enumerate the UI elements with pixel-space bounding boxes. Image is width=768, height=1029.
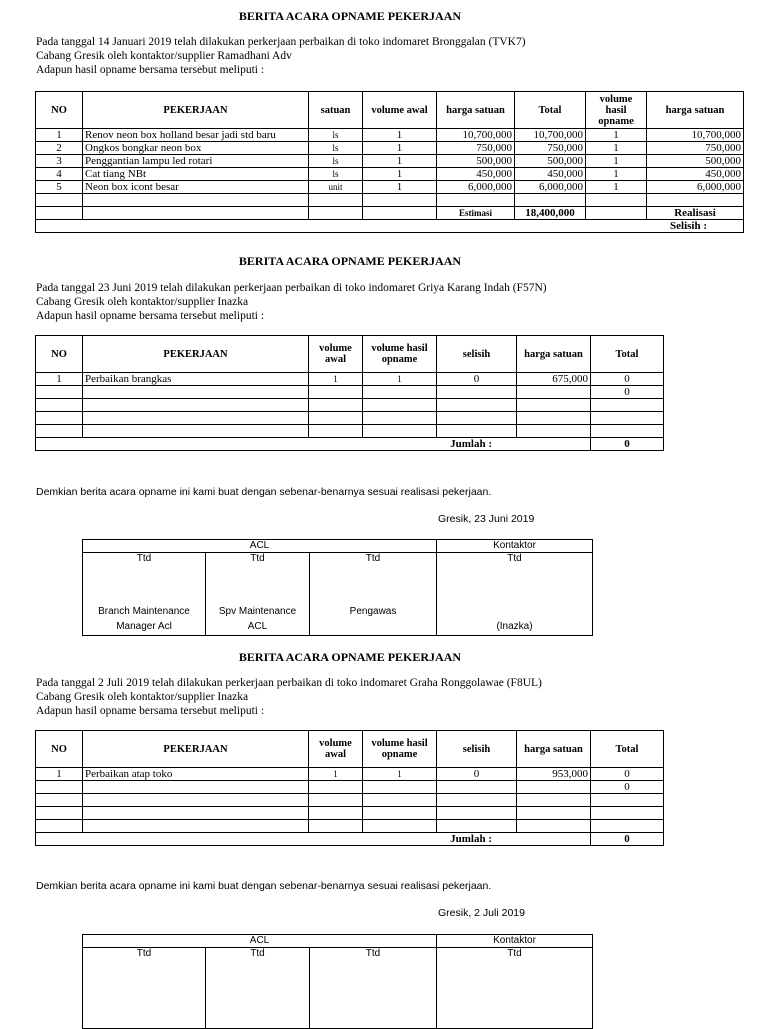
empty-cell	[363, 781, 437, 794]
header-cell: satuan	[309, 92, 363, 129]
ttd-label: Ttd	[250, 948, 265, 959]
empty-cell	[36, 399, 83, 412]
cell-selisih: 0	[437, 373, 517, 386]
signature-box	[83, 948, 206, 1029]
cell-total: 0	[591, 768, 664, 781]
signatory-title: Manager Acl	[116, 621, 172, 632]
signature-box	[310, 948, 437, 1029]
section3-intro-line2: Cabang Gresik oleh kontaktor/supplier Inazka	[36, 691, 249, 703]
header-cell: volume awal	[363, 92, 437, 129]
signature-box	[206, 948, 310, 1029]
signatory-title: (Inazka)	[496, 621, 533, 632]
cell-pekerjaan: Cat tiang NBt	[83, 168, 309, 181]
selisih-label: Selisih :	[36, 220, 744, 233]
section1-intro-line3: Adapun hasil opname bersama tersebut meliputi :	[36, 64, 265, 76]
cell-no: 3	[36, 155, 83, 168]
table-row	[36, 181, 744, 194]
cell-pekerjaan: Neon box icont besar	[83, 181, 309, 194]
section3-place-date: Gresik, 2 Juli 2019	[438, 907, 525, 919]
table-row	[36, 820, 664, 833]
section1-intro-line1: Pada tanggal 14 Januari 2019 telah dilakukan perkerjaan perbaikan di toko indomaret Bronggalan (TVK7)	[36, 36, 526, 48]
section3-table	[35, 730, 664, 846]
table-row-estimasi	[36, 207, 744, 220]
empty-cell	[363, 412, 437, 425]
table-row	[36, 768, 664, 781]
empty-cell	[517, 425, 591, 438]
table-row	[36, 807, 664, 820]
empty-cell	[36, 207, 83, 220]
empty-cell	[83, 399, 309, 412]
header-cell: NO	[36, 336, 83, 373]
header-cell: harga satuan	[517, 731, 591, 768]
header-cell: volume hasil opname	[363, 336, 437, 373]
empty-cell	[83, 425, 309, 438]
table-row	[36, 142, 744, 155]
empty-cell	[309, 194, 363, 207]
table-row-selisih	[36, 220, 744, 233]
empty-cell	[586, 207, 647, 220]
empty-cell	[83, 207, 309, 220]
cell-total: 0	[591, 386, 664, 399]
section2-title: BERITA ACARA OPNAME PEKERJAAN	[238, 254, 462, 268]
cell-volume-awal: 1	[363, 168, 437, 181]
header-cell: PEKERJAAN	[83, 92, 309, 129]
table-row	[36, 781, 664, 794]
empty-cell	[437, 807, 517, 820]
empty-cell	[515, 194, 586, 207]
section1-title: BERITA ACARA OPNAME PEKERJAAN	[238, 9, 462, 23]
cell-satuan: ls	[309, 168, 363, 181]
empty-cell	[363, 386, 437, 399]
cell-harga-satuan: 450,000	[437, 168, 515, 181]
signatory-title: Branch Maintenance	[98, 606, 190, 617]
signature-box	[437, 553, 593, 636]
cell-harga-satuan: 6,000,000	[437, 181, 515, 194]
empty-cell	[437, 399, 517, 412]
section3-table-header	[36, 731, 664, 768]
cell-volume-hasil: 1	[363, 373, 437, 386]
section3-intro-line3: Adapun hasil opname bersama tersebut meliputi :	[36, 705, 265, 717]
empty-cell	[591, 794, 664, 807]
header-cell: NO	[36, 92, 83, 129]
empty-cell	[36, 807, 83, 820]
empty-cell	[36, 794, 83, 807]
signature-box	[206, 553, 310, 636]
empty-cell	[309, 399, 363, 412]
empty-cell	[517, 412, 591, 425]
empty-cell	[36, 820, 83, 833]
cell-no: 5	[36, 181, 83, 194]
empty-cell	[363, 425, 437, 438]
empty-cell	[36, 781, 83, 794]
cell-volume-hasil: 1	[586, 168, 647, 181]
empty-cell	[437, 781, 517, 794]
empty-cell	[647, 194, 744, 207]
estimasi-value: 18,400,000	[515, 207, 586, 220]
signatory-title: Pengawas	[349, 606, 397, 617]
cell-volume-hasil: 1	[586, 155, 647, 168]
section2-intro-line3: Adapun hasil opname bersama tersebut meliputi :	[36, 310, 265, 322]
ttd-label: Ttd	[365, 553, 381, 564]
table-row	[36, 155, 744, 168]
ttd-label: Ttd	[507, 553, 522, 564]
section2-closing: Demkian berita acara opname ini kami buat dengan sebenar-benarnya sesuai realisasi pekerjaan.	[36, 486, 492, 498]
empty-cell	[437, 412, 517, 425]
table-row	[36, 425, 664, 438]
cell-no: 4	[36, 168, 83, 181]
acl-label: ACL	[83, 935, 437, 948]
table-row	[36, 129, 744, 142]
cell-pekerjaan: Ongkos bongkar neon box	[83, 142, 309, 155]
cell-pekerjaan: Perbaikan brangkas	[83, 373, 309, 386]
empty-cell	[363, 794, 437, 807]
header-cell: harga satuan	[647, 92, 744, 129]
cell-no: 1	[36, 373, 83, 386]
signatory-title: ACL	[247, 621, 268, 632]
empty-cell	[437, 820, 517, 833]
cell-volume-hasil: 1	[586, 142, 647, 155]
cell-volume-awal: 1	[309, 768, 363, 781]
empty-cell	[591, 412, 664, 425]
realisasi-label: Realisasi	[647, 207, 744, 220]
kontraktor-label: Kontaktor	[437, 540, 593, 553]
empty-cell	[309, 794, 363, 807]
cell-total: 6,000,000	[515, 181, 586, 194]
empty-cell	[309, 807, 363, 820]
section3-intro-line1: Pada tanggal 2 Juli 2019 telah dilakukan perkerjaan perbaikan di toko indomaret Graha Ronggolawae (F8UL)	[36, 677, 542, 689]
section2-signature-table	[82, 539, 593, 636]
empty-cell	[36, 194, 83, 207]
section2-table-header	[36, 336, 664, 373]
empty-cell	[437, 425, 517, 438]
empty-cell	[83, 807, 309, 820]
cell-no: 2	[36, 142, 83, 155]
cell-total: 500,000	[515, 155, 586, 168]
header-cell: volume hasil opname	[586, 92, 647, 129]
empty-cell	[36, 386, 83, 399]
empty-cell	[517, 794, 591, 807]
header-cell: volume awal	[309, 731, 363, 768]
empty-cell	[591, 425, 664, 438]
empty-cell	[437, 386, 517, 399]
section2-place-date: Gresik, 23 Juni 2019	[438, 513, 535, 525]
empty-cell	[517, 820, 591, 833]
header-cell: Total	[515, 92, 586, 129]
empty-cell	[309, 425, 363, 438]
cell-satuan: unit	[309, 181, 363, 194]
jumlah-value: 0	[591, 833, 664, 846]
header-cell: harga satuan	[437, 92, 515, 129]
ttd-label: Ttd	[136, 948, 152, 959]
empty-cell	[83, 781, 309, 794]
jumlah-label: Jumlah :	[36, 833, 591, 846]
empty-cell	[517, 781, 591, 794]
empty-cell	[517, 807, 591, 820]
empty-cell	[36, 412, 83, 425]
cell-volume-awal: 1	[363, 142, 437, 155]
cell-no: 1	[36, 768, 83, 781]
empty-cell	[363, 399, 437, 412]
cell-harga-satuan-2: 450,000	[647, 168, 744, 181]
signature-box	[310, 553, 437, 636]
empty-cell	[437, 794, 517, 807]
empty-cell	[437, 194, 515, 207]
table-row	[36, 412, 664, 425]
cell-volume-awal: 1	[363, 155, 437, 168]
empty-cell	[83, 386, 309, 399]
cell-pekerjaan: Renov neon box holland besar jadi std baru	[83, 129, 309, 142]
cell-selisih: 0	[437, 768, 517, 781]
cell-pekerjaan: Penggantian lampu led rotari	[83, 155, 309, 168]
signature-box	[83, 553, 206, 636]
ttd-label: Ttd	[250, 553, 265, 564]
signature-box	[437, 948, 593, 1029]
header-cell: PEKERJAAN	[83, 336, 309, 373]
section1-intro-line2: Cabang Gresik oleh kontaktor/supplier Ramadhani Adv	[36, 50, 292, 62]
kontraktor-label: Kontaktor	[437, 935, 593, 948]
empty-cell	[363, 194, 437, 207]
empty-cell	[309, 386, 363, 399]
section1-table-header	[36, 92, 744, 129]
jumlah-label: Jumlah :	[36, 438, 591, 451]
empty-cell	[517, 386, 591, 399]
table-row-jumlah	[36, 438, 664, 451]
header-cell: PEKERJAAN	[83, 731, 309, 768]
cell-harga-satuan: 10,700,000	[437, 129, 515, 142]
cell-harga-satuan: 675,000	[517, 373, 591, 386]
empty-cell	[309, 412, 363, 425]
empty-cell	[83, 820, 309, 833]
empty-cell	[586, 194, 647, 207]
empty-cell	[363, 807, 437, 820]
header-cell: volume awal	[309, 336, 363, 373]
cell-harga-satuan-2: 750,000	[647, 142, 744, 155]
cell-harga-satuan-2: 6,000,000	[647, 181, 744, 194]
ttd-label: Ttd	[365, 948, 381, 959]
header-cell: Total	[591, 731, 664, 768]
cell-volume-hasil: 1	[363, 768, 437, 781]
cell-volume-awal: 1	[363, 129, 437, 142]
empty-cell	[309, 820, 363, 833]
cell-total: 0	[591, 373, 664, 386]
empty-cell	[363, 207, 437, 220]
cell-total: 10,700,000	[515, 129, 586, 142]
header-cell: NO	[36, 731, 83, 768]
cell-harga-satuan: 500,000	[437, 155, 515, 168]
header-cell: selisih	[437, 336, 517, 373]
empty-cell	[517, 399, 591, 412]
cell-total: 450,000	[515, 168, 586, 181]
table-row	[36, 168, 744, 181]
cell-volume-awal: 1	[363, 181, 437, 194]
section3-closing: Demkian berita acara opname ini kami buat dengan sebenar-benarnya sesuai realisasi pekerjaan.	[36, 880, 492, 892]
ttd-label: Ttd	[507, 948, 522, 959]
section2-intro-line2: Cabang Gresik oleh kontaktor/supplier Inazka	[36, 296, 249, 308]
cell-pekerjaan: Perbaikan atap toko	[83, 768, 309, 781]
section2-table	[35, 335, 664, 451]
cell-volume-awal: 1	[309, 373, 363, 386]
ttd-label: Ttd	[136, 553, 152, 564]
acl-label: ACL	[83, 540, 437, 553]
cell-satuan: ls	[309, 129, 363, 142]
header-cell: selisih	[437, 731, 517, 768]
empty-cell	[363, 820, 437, 833]
cell-harga-satuan-2: 10,700,000	[647, 129, 744, 142]
signatory-title: Spv Maintenance	[218, 606, 297, 617]
estimasi-label: Estimasi	[437, 207, 515, 220]
section3-title: BERITA ACARA OPNAME PEKERJAAN	[238, 650, 462, 664]
cell-satuan: ls	[309, 155, 363, 168]
table-row	[36, 194, 744, 207]
cell-total: 750,000	[515, 142, 586, 155]
header-cell: harga satuan	[517, 336, 591, 373]
table-row	[36, 386, 664, 399]
cell-harga-satuan-2: 500,000	[647, 155, 744, 168]
section3-signature-table	[82, 934, 593, 1029]
table-row	[36, 794, 664, 807]
empty-cell	[83, 412, 309, 425]
table-row	[36, 399, 664, 412]
empty-cell	[309, 207, 363, 220]
section2-intro-line1: Pada tanggal 23 Juni 2019 telah dilakukan perkerjaan perbaikan di toko indomaret Griya Karang Indah (F57N)	[36, 282, 547, 294]
jumlah-value: 0	[591, 438, 664, 451]
empty-cell	[83, 194, 309, 207]
empty-cell	[591, 820, 664, 833]
empty-cell	[83, 794, 309, 807]
cell-satuan: ls	[309, 142, 363, 155]
table-row-jumlah	[36, 833, 664, 846]
empty-cell	[591, 807, 664, 820]
cell-volume-hasil: 1	[586, 129, 647, 142]
empty-cell	[309, 781, 363, 794]
cell-volume-hasil: 1	[586, 181, 647, 194]
cell-harga-satuan: 750,000	[437, 142, 515, 155]
table-row	[36, 373, 664, 386]
header-cell: Total	[591, 336, 664, 373]
cell-harga-satuan: 953,000	[517, 768, 591, 781]
cell-total: 0	[591, 781, 664, 794]
empty-cell	[591, 399, 664, 412]
header-cell: volume hasil opname	[363, 731, 437, 768]
cell-no: 1	[36, 129, 83, 142]
section1-table	[35, 91, 744, 233]
empty-cell	[36, 425, 83, 438]
